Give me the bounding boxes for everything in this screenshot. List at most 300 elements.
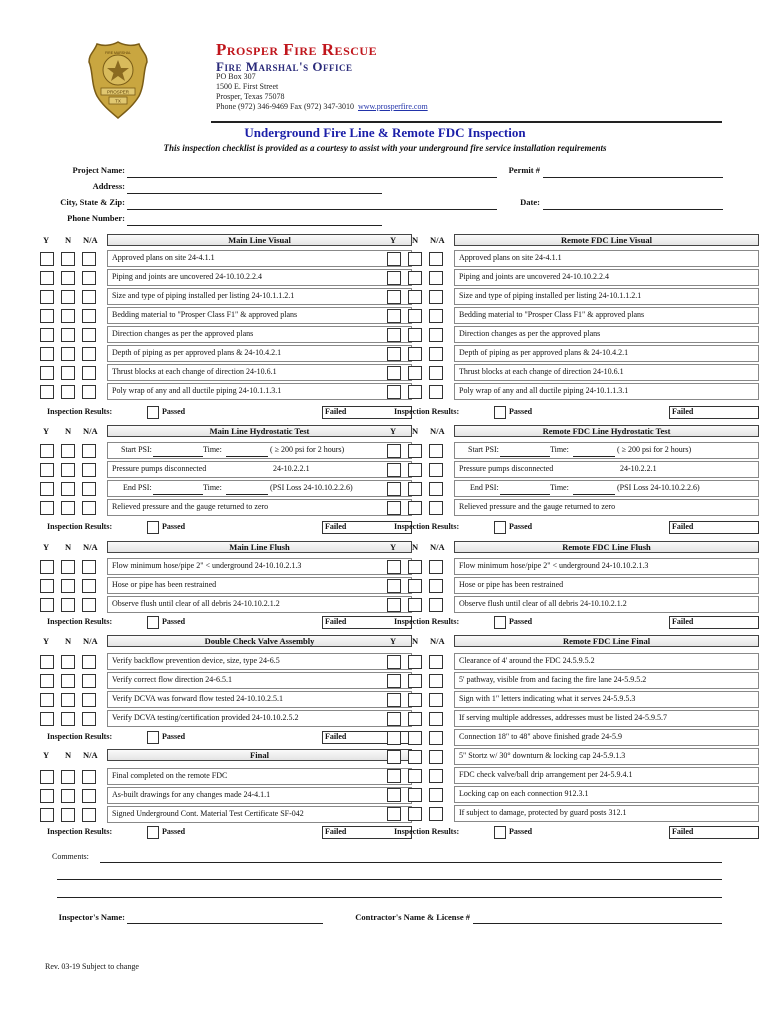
checklist-item-text: Verify DCVA testing/certification provided 24-10.10.2.5.2 (112, 713, 299, 722)
yes-checkbox[interactable] (40, 674, 54, 688)
website-link[interactable]: www.prosperfire.com (357, 102, 428, 111)
yes-checkbox[interactable] (40, 579, 54, 593)
yes-checkbox[interactable] (40, 290, 54, 304)
failed-label: Failed (325, 827, 347, 836)
na-checkbox[interactable] (429, 347, 443, 361)
yes-checkbox[interactable] (40, 385, 54, 399)
yes-checkbox[interactable] (387, 366, 401, 380)
passed-checkbox[interactable] (147, 731, 159, 744)
time-label: Time: (203, 445, 222, 454)
yes-checkbox[interactable] (40, 252, 54, 266)
yes-checkbox[interactable] (40, 598, 54, 612)
city-state-zip-label: City, State & Zip: (60, 197, 125, 207)
n-column-header: N (65, 636, 72, 646)
na-column-header: N/A (430, 636, 445, 646)
na-checkbox[interactable] (82, 560, 96, 574)
na-checkbox[interactable] (82, 712, 96, 726)
n-column-header: N (412, 426, 419, 436)
no-checkbox[interactable] (408, 807, 422, 821)
inspection-results-label: Inspection Results: (394, 407, 460, 416)
n-column-header: N (65, 542, 72, 552)
no-checkbox[interactable] (61, 328, 75, 342)
failed-label: Failed (325, 732, 347, 741)
na-checkbox[interactable] (429, 444, 443, 458)
na-checkbox[interactable] (429, 750, 443, 764)
comments-label: Comments: (52, 852, 89, 861)
inspection-results-label: Inspection Results: (394, 827, 460, 836)
psi-requirement-note: ( ≥ 200 psi for 2 hours) (617, 445, 692, 454)
no-checkbox[interactable] (408, 579, 422, 593)
no-checkbox[interactable] (61, 366, 75, 380)
failed-label: Failed (672, 407, 694, 416)
n-column-header: N (65, 235, 72, 245)
address-line: 1500 E. First Street (216, 82, 279, 91)
no-checkbox[interactable] (408, 271, 422, 285)
no-checkbox[interactable] (61, 674, 75, 688)
passed-label: Passed (162, 407, 186, 416)
yes-checkbox[interactable] (387, 788, 401, 802)
na-checkbox[interactable] (82, 463, 96, 477)
na-checkbox[interactable] (429, 655, 443, 669)
y-column-header: Y (43, 750, 50, 760)
phone-text: Phone (972) 346-9469 Fax (972) 347-3010 (216, 102, 354, 111)
date-field[interactable] (543, 209, 723, 210)
section-title: Remote FDC Line Final (562, 636, 651, 646)
project-name-label: Project Name: (72, 165, 125, 175)
failed-label: Failed (672, 827, 694, 836)
inspection-results-label: Inspection Results: (394, 617, 460, 626)
org-name: Prosper Fire Rescue (216, 40, 378, 59)
no-checkbox[interactable] (61, 789, 75, 803)
yes-checkbox[interactable] (387, 328, 401, 342)
yes-checkbox[interactable] (40, 347, 54, 361)
no-checkbox[interactable] (408, 347, 422, 361)
inspection-results-label: Inspection Results: (394, 522, 460, 531)
no-checkbox[interactable] (61, 463, 75, 477)
pressure-pumps-ref: 24-10.2.2.1 (273, 464, 310, 473)
relieved-pressure-text: Relieved pressure and the gauge returned to zero (112, 502, 269, 511)
checklist-item-text: Approved plans on site 24-4.1.1 (112, 253, 215, 262)
page-title: Underground Fire Line & Remote FDC Inspection (244, 125, 526, 140)
na-checkbox[interactable] (429, 731, 443, 745)
checklist-item-text: Piping and joints are uncovered 24-10.10.2.2.4 (112, 272, 262, 281)
na-column-header: N/A (430, 235, 445, 245)
yes-checkbox[interactable] (387, 560, 401, 574)
yes-checkbox[interactable] (40, 309, 54, 323)
no-checkbox[interactable] (61, 309, 75, 323)
yes-checkbox[interactable] (387, 655, 401, 669)
checklist-item-text: Direction changes as per the approved plans (459, 329, 601, 338)
pressure-pumps-ref: 24-10.2.2.1 (620, 464, 657, 473)
no-checkbox[interactable] (408, 598, 422, 612)
start-psi-label: Start PSI: (468, 445, 499, 454)
inspection-results-label: Inspection Results: (47, 732, 113, 741)
na-checkbox[interactable] (429, 252, 443, 266)
checklist-item-text: Hose or pipe has been restrained (459, 580, 564, 589)
yes-checkbox[interactable] (387, 674, 401, 688)
no-checkbox[interactable] (408, 482, 422, 496)
n-column-header: N (412, 542, 419, 552)
no-checkbox[interactable] (408, 788, 422, 802)
office-name: Fire Marshal's Office (216, 59, 353, 74)
comments-field[interactable] (100, 862, 722, 863)
yes-checkbox[interactable] (387, 252, 401, 266)
project-name-field[interactable] (127, 177, 497, 178)
end-psi-label: End PSI: (123, 483, 152, 492)
passed-label: Passed (509, 827, 533, 836)
na-checkbox[interactable] (429, 598, 443, 612)
yes-checkbox[interactable] (40, 366, 54, 380)
yes-checkbox[interactable] (387, 482, 401, 496)
passed-checkbox[interactable] (147, 521, 159, 534)
no-checkbox[interactable] (61, 808, 75, 822)
checklist-item-text: Verify correct flow direction 24-6.5.1 (112, 675, 232, 684)
checklist-item-text: If serving multiple addresses, addresses must be listed 24-5.9.5.7 (459, 713, 667, 722)
checklist-item-text: Hose or pipe has been restrained (112, 580, 217, 589)
phone-number-field[interactable] (127, 225, 382, 226)
inspection-results-label: Inspection Results: (47, 522, 113, 531)
no-checkbox[interactable] (408, 290, 422, 304)
na-checkbox[interactable] (82, 674, 96, 688)
no-checkbox[interactable] (61, 290, 75, 304)
checklist-item-text: Verify backflow prevention device, size, type 24-6.5 (112, 656, 280, 665)
no-checkbox[interactable] (61, 693, 75, 707)
na-checkbox[interactable] (429, 807, 443, 821)
yes-checkbox[interactable] (40, 444, 54, 458)
y-column-header: Y (43, 542, 50, 552)
end-psi-label: End PSI: (470, 483, 499, 492)
address-line: PO Box 307 (216, 72, 256, 81)
na-checkbox[interactable] (82, 770, 96, 784)
n-column-header: N (412, 235, 419, 245)
yes-checkbox[interactable] (387, 290, 401, 304)
yes-checkbox[interactable] (40, 560, 54, 574)
no-checkbox[interactable] (61, 482, 75, 496)
yes-checkbox[interactable] (387, 501, 401, 515)
na-checkbox[interactable] (429, 501, 443, 515)
y-column-header: Y (43, 426, 50, 436)
no-checkbox[interactable] (408, 385, 422, 399)
yes-checkbox[interactable] (40, 501, 54, 515)
na-checkbox[interactable] (429, 385, 443, 399)
na-checkbox[interactable] (429, 712, 443, 726)
yes-checkbox[interactable] (387, 769, 401, 783)
n-column-header: N (412, 636, 419, 646)
na-column-header: N/A (430, 542, 445, 552)
na-checkbox[interactable] (429, 560, 443, 574)
badge-label-1: PROSPER (106, 89, 130, 95)
end-psi-field[interactable] (500, 494, 550, 495)
inspection-results-label: Inspection Results: (47, 827, 113, 836)
time-label: Time: (550, 483, 569, 492)
passed-checkbox[interactable] (147, 616, 159, 629)
no-checkbox[interactable] (408, 463, 422, 477)
psi-loss-note: (PSI Loss 24-10.10.2.2.6) (617, 483, 700, 492)
no-checkbox[interactable] (61, 598, 75, 612)
yes-checkbox[interactable] (387, 807, 401, 821)
no-checkbox[interactable] (408, 328, 422, 342)
na-checkbox[interactable] (82, 309, 96, 323)
na-checkbox[interactable] (82, 598, 96, 612)
na-checkbox[interactable] (429, 309, 443, 323)
yes-checkbox[interactable] (387, 309, 401, 323)
y-column-header: Y (390, 636, 397, 646)
checklist-item-text: Connection 18" to 48" above finished grade 24-5.9 (459, 732, 622, 741)
checklist-item-text: Clearance of 4' around the FDC 24.5.9.5.2 (459, 656, 595, 665)
address-field[interactable] (127, 193, 382, 194)
y-column-header: Y (390, 542, 397, 552)
checklist-item-text: Piping and joints are uncovered 24-10.10.2.2.4 (459, 272, 609, 281)
section-title: Remote FDC Line Flush (562, 542, 651, 552)
inspection-results-label: Inspection Results: (47, 617, 113, 626)
failed-label: Failed (672, 617, 694, 626)
na-checkbox[interactable] (429, 366, 443, 380)
city-state-zip-field[interactable] (127, 209, 497, 210)
yes-checkbox[interactable] (40, 655, 54, 669)
phone-line (216, 102, 428, 112)
na-checkbox[interactable] (82, 579, 96, 593)
no-checkbox[interactable] (408, 444, 422, 458)
na-checkbox[interactable] (429, 693, 443, 707)
yes-checkbox[interactable] (387, 444, 401, 458)
comments-field-line[interactable] (57, 897, 722, 898)
start-psi-label: Start PSI: (121, 445, 152, 454)
passed-checkbox[interactable] (494, 521, 506, 534)
no-checkbox[interactable] (408, 655, 422, 669)
yes-checkbox[interactable] (387, 598, 401, 612)
na-checkbox[interactable] (82, 789, 96, 803)
na-checkbox[interactable] (82, 271, 96, 285)
yes-checkbox[interactable] (387, 463, 401, 477)
section-title: Double Check Valve Assembly (204, 636, 315, 646)
failed-label: Failed (325, 407, 347, 416)
start-time-field[interactable] (573, 456, 615, 457)
end-psi-field[interactable] (153, 494, 203, 495)
na-checkbox[interactable] (82, 366, 96, 380)
na-checkbox[interactable] (429, 579, 443, 593)
na-checkbox[interactable] (429, 769, 443, 783)
no-checkbox[interactable] (408, 693, 422, 707)
address-line: Prosper, Texas 75078 (216, 92, 285, 101)
na-column-header: N/A (83, 426, 98, 436)
yes-checkbox[interactable] (40, 808, 54, 822)
start-psi-field[interactable] (153, 456, 203, 457)
checklist-item-text: Depth of piping as per approved plans & 24-10.4.2.1 (112, 348, 282, 357)
yes-checkbox[interactable] (40, 789, 54, 803)
na-checkbox[interactable] (82, 347, 96, 361)
checklist-item-text: 5' pathway, visible from and facing the fire lane 24-5.9.5.2 (459, 675, 647, 684)
no-checkbox[interactable] (61, 770, 75, 784)
relieved-pressure-text: Relieved pressure and the gauge returned to zero (459, 502, 616, 511)
page-subtitle: This inspection checklist is provided as a courtesy to assist with your underground fire service installation requirements (163, 143, 607, 153)
passed-label: Passed (509, 617, 533, 626)
no-checkbox[interactable] (61, 385, 75, 399)
checklist-item-text: Size and type of piping installed per listing 24-10.1.1.2.1 (459, 291, 642, 300)
y-column-header: Y (390, 426, 397, 436)
start-psi-field[interactable] (500, 456, 550, 457)
na-checkbox[interactable] (82, 501, 96, 515)
na-column-header: N/A (83, 235, 98, 245)
na-checkbox[interactable] (82, 693, 96, 707)
no-checkbox[interactable] (61, 712, 75, 726)
checklist-item-text: FDC check valve/ball drip arrangement per 24-5.9.4.1 (459, 770, 633, 779)
na-column-header: N/A (83, 750, 98, 760)
checklist-item-text: If subject to damage, protected by guard posts 312.1 (459, 808, 627, 817)
failed-label: Failed (325, 617, 347, 626)
yes-checkbox[interactable] (387, 579, 401, 593)
no-checkbox[interactable] (408, 309, 422, 323)
header-divider (211, 121, 722, 123)
badge-label-0: FIRE MARSHAL (105, 51, 131, 55)
inspector-name-field[interactable] (127, 923, 323, 924)
permit-field[interactable] (543, 177, 723, 178)
checklist-item-text: As-built drawings for any changes made 24-4.1.1 (112, 790, 271, 799)
yes-checkbox[interactable] (40, 712, 54, 726)
checklist-item-text: Direction changes as per the approved plans (112, 329, 254, 338)
contractor-field[interactable] (473, 923, 722, 924)
n-column-header: N (65, 426, 72, 436)
yes-checkbox[interactable] (40, 463, 54, 477)
na-checkbox[interactable] (82, 385, 96, 399)
no-checkbox[interactable] (61, 579, 75, 593)
no-checkbox[interactable] (408, 750, 422, 764)
checklist-item-text: Poly wrap of any and all ductile piping 24-10.1.1.3.1 (112, 386, 282, 395)
checklist-item-text: Size and type of piping installed per listing 24-10.1.1.2.1 (112, 291, 295, 300)
inspection-results-label: Inspection Results: (47, 407, 113, 416)
checklist-item-text: Final completed on the remote FDC (112, 771, 228, 780)
checklist-item-text: Bedding material to "Prosper Class F1" & approved plans (112, 310, 298, 319)
no-checkbox[interactable] (408, 501, 422, 515)
section-title: Main Line Visual (228, 235, 291, 245)
y-column-header: Y (43, 235, 50, 245)
na-checkbox[interactable] (429, 482, 443, 496)
checklist-item-text: Observe flush until clear of all debris 24-10.10.2.1.2 (459, 599, 627, 608)
na-checkbox[interactable] (429, 788, 443, 802)
time-label: Time: (203, 483, 222, 492)
end-time-field[interactable] (226, 494, 268, 495)
checklist-item-text: Flow minimum hose/pipe 2" < underground 24-10.10.2.1.3 (112, 561, 302, 570)
passed-checkbox[interactable] (494, 406, 506, 419)
checklist-item-text: Poly wrap of any and all ductile piping 24-10.1.1.3.1 (459, 386, 629, 395)
no-checkbox[interactable] (61, 347, 75, 361)
no-checkbox[interactable] (408, 712, 422, 726)
yes-checkbox[interactable] (387, 385, 401, 399)
na-checkbox[interactable] (429, 328, 443, 342)
na-checkbox[interactable] (429, 290, 443, 304)
no-checkbox[interactable] (408, 769, 422, 783)
psi-loss-note: (PSI Loss 24-10.10.2.2.6) (270, 483, 353, 492)
no-checkbox[interactable] (61, 501, 75, 515)
yes-checkbox[interactable] (40, 693, 54, 707)
n-column-header: N (65, 750, 72, 760)
checklist-item-text: Locking cap on each connection 912.3.1 (459, 789, 589, 798)
yes-checkbox[interactable] (387, 347, 401, 361)
na-checkbox[interactable] (82, 808, 96, 822)
na-checkbox[interactable] (82, 290, 96, 304)
yes-checkbox[interactable] (40, 271, 54, 285)
time-label: Time: (550, 445, 569, 454)
yes-checkbox[interactable] (387, 731, 401, 745)
yes-checkbox[interactable] (40, 328, 54, 342)
no-checkbox[interactable] (408, 252, 422, 266)
inspector-name-label: Inspector's Name: (58, 912, 125, 922)
checklist-item-text: Sign with 1" letters indicating what it serves 24-5.9.5.3 (459, 694, 636, 703)
na-checkbox[interactable] (82, 444, 96, 458)
yes-checkbox[interactable] (40, 482, 54, 496)
failed-label: Failed (672, 522, 694, 531)
failed-label: Failed (325, 522, 347, 531)
na-checkbox[interactable] (82, 482, 96, 496)
start-time-field[interactable] (226, 456, 268, 457)
phone-number-label: Phone Number: (67, 213, 125, 223)
section-title: Main Line Hydrostatic Test (209, 426, 310, 436)
section-title: Final (250, 750, 269, 760)
date-label: Date: (520, 197, 540, 207)
no-checkbox[interactable] (408, 366, 422, 380)
no-checkbox[interactable] (61, 271, 75, 285)
no-checkbox[interactable] (408, 731, 422, 745)
checklist-item-text: Verify DCVA was forward flow tested 24-10.10.2.5.1 (112, 694, 283, 703)
passed-label: Passed (162, 522, 186, 531)
checklist-item-text: Observe flush until clear of all debris 24-10.10.2.1.2 (112, 599, 280, 608)
yes-checkbox[interactable] (387, 712, 401, 726)
end-time-field[interactable] (573, 494, 615, 495)
no-checkbox[interactable] (61, 560, 75, 574)
revision-note: Rev. 03-19 Subject to change (45, 962, 139, 971)
no-checkbox[interactable] (408, 674, 422, 688)
na-checkbox[interactable] (82, 252, 96, 266)
na-checkbox[interactable] (429, 271, 443, 285)
psi-requirement-note: ( ≥ 200 psi for 2 hours) (270, 445, 345, 454)
no-checkbox[interactable] (408, 560, 422, 574)
passed-checkbox[interactable] (494, 826, 506, 839)
passed-checkbox[interactable] (147, 406, 159, 419)
passed-label: Passed (162, 732, 186, 741)
passed-checkbox[interactable] (494, 616, 506, 629)
na-column-header: N/A (83, 636, 98, 646)
badge-label-2: TX (115, 98, 121, 104)
no-checkbox[interactable] (61, 252, 75, 266)
yes-checkbox[interactable] (387, 750, 401, 764)
yes-checkbox[interactable] (387, 271, 401, 285)
na-checkbox[interactable] (82, 328, 96, 342)
na-column-header: N/A (430, 426, 445, 436)
na-column-header: N/A (83, 542, 98, 552)
passed-label: Passed (509, 522, 533, 531)
yes-checkbox[interactable] (40, 770, 54, 784)
checklist-item-text: Bedding material to "Prosper Class F1" & approved plans (459, 310, 645, 319)
section-title: Remote FDC Line Visual (561, 235, 652, 245)
fire-marshal-badge-logo (87, 40, 149, 120)
passed-label: Passed (509, 407, 533, 416)
permit-label: Permit # (508, 165, 540, 175)
checklist-item-text: Thrust blocks at each change of direction 24-10.6.1 (112, 367, 277, 376)
yes-checkbox[interactable] (387, 693, 401, 707)
no-checkbox[interactable] (61, 444, 75, 458)
y-column-header: Y (43, 636, 50, 646)
contractor-label: Contractor's Name & License # (355, 912, 470, 922)
no-checkbox[interactable] (61, 655, 75, 669)
na-checkbox[interactable] (82, 655, 96, 669)
passed-checkbox[interactable] (147, 826, 159, 839)
comments-field-line[interactable] (57, 879, 722, 880)
na-checkbox[interactable] (429, 674, 443, 688)
passed-label: Passed (162, 827, 186, 836)
na-checkbox[interactable] (429, 463, 443, 477)
pressure-pumps-text: Pressure pumps disconnected (112, 464, 207, 473)
section-title: Main Line Flush (229, 542, 290, 552)
checklist-item-text: Flow minimum hose/pipe 2" < underground 24-10.10.2.1.3 (459, 561, 649, 570)
